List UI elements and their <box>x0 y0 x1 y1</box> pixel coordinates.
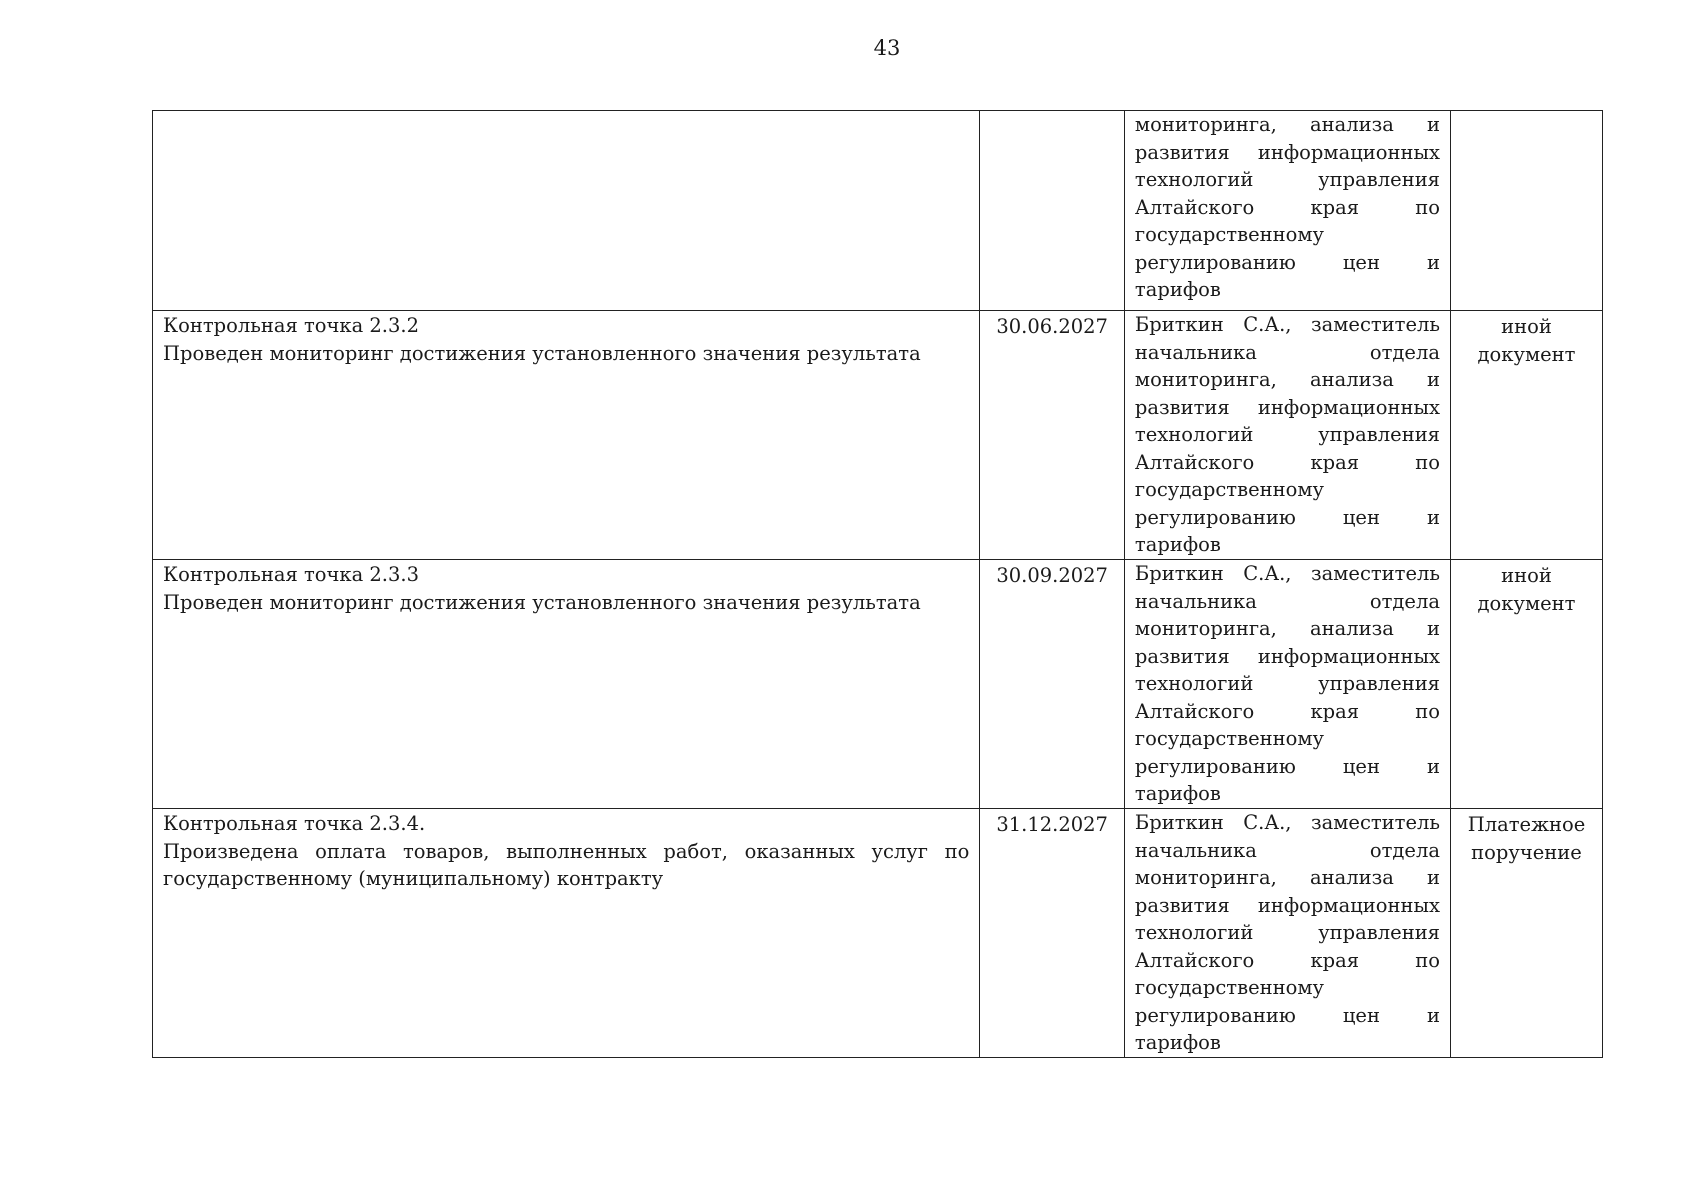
event-description: Проведен мониторинг достижения установленного значения результата <box>163 590 921 614</box>
table-row <box>153 111 1603 311</box>
responsible-cell <box>1124 809 1450 1058</box>
event-description: Проведен мониторинг достижения установленного значения результата <box>163 341 921 365</box>
event-cell <box>153 560 980 809</box>
control-points-table <box>152 110 1603 1058</box>
table-row <box>153 311 1603 560</box>
responsible-text: мониторинга, анализа и развития информационных технологий управления Алтайского края по государственному регулированию цен и тарифов <box>1134 113 1440 301</box>
event-title: Контрольная точка 2.3.2 <box>163 314 420 337</box>
document-cell: иной документ <box>1451 560 1603 809</box>
event-cell <box>153 809 980 1058</box>
date-cell: 31.12.2027 <box>980 809 1125 1058</box>
event-title: Контрольная точка 2.3.4. <box>163 812 426 835</box>
responsible-text: Бриткин С.А., заместитель начальника отдела мониторинга, анализа и развития информационных технологий управления Алтайского края по государственному регулированию цен и тарифов <box>1134 313 1440 556</box>
responsible-text: Бриткин С.А., заместитель начальника отдела мониторинга, анализа и развития информационных технологий управления Алтайского края по государственному регулированию цен и тарифов <box>1134 562 1440 805</box>
date-cell: 30.09.2027 <box>980 560 1125 809</box>
responsible-cell <box>1124 311 1450 560</box>
responsible-cell <box>1124 560 1450 809</box>
document-cell: Платежное поручение <box>1451 809 1603 1058</box>
document-cell <box>1451 111 1603 311</box>
date-cell <box>980 111 1125 311</box>
table-row <box>153 809 1603 1058</box>
event-description: Произведена оплата товаров, выполненных работ, оказанных услуг по государственному (муниципальному) контракту <box>163 839 970 890</box>
event-title: Контрольная точка 2.3.3 <box>163 563 420 586</box>
table-row <box>153 560 1603 809</box>
event-cell <box>153 111 980 311</box>
page-number: 43 <box>873 36 901 60</box>
document-cell: иной документ <box>1451 311 1603 560</box>
responsible-cell <box>1124 111 1450 311</box>
event-cell <box>153 311 980 560</box>
responsible-text: Бриткин С.А., заместитель начальника отдела мониторинга, анализа и развития информационных технологий управления Алтайского края по государственному регулированию цен и тарифов <box>1134 811 1440 1054</box>
date-cell: 30.06.2027 <box>980 311 1125 560</box>
